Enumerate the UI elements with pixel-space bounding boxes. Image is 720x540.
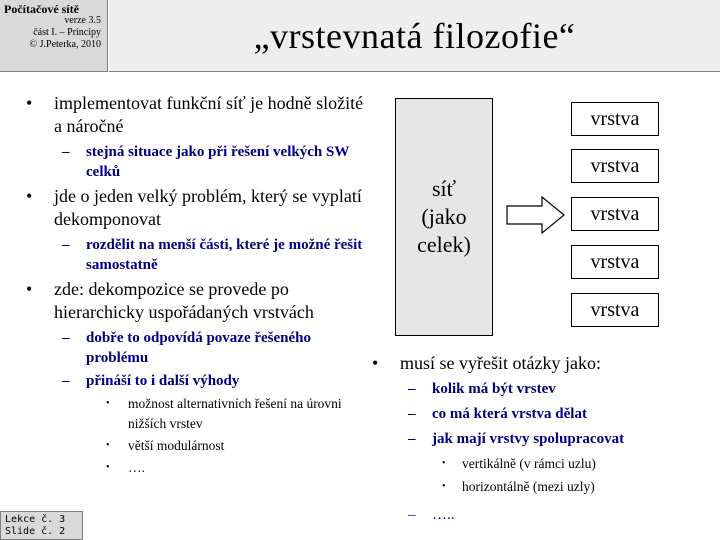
sub-bullet-item	[372, 504, 717, 526]
right-bullet-list	[372, 352, 717, 529]
bullet-text: zde: dekompozice se provede po hierarchicky uspořádaných vrstvách	[54, 279, 314, 322]
bullet-mark: •	[26, 186, 33, 206]
network-whole-box	[395, 98, 493, 336]
bullet-mark: •	[26, 93, 33, 113]
layer-box: vrstva	[571, 149, 659, 183]
course-name: Počítačové sítě	[4, 2, 79, 16]
dash-mark: –	[62, 144, 70, 160]
sub-sub-bullet-item	[26, 394, 371, 434]
dash-mark: –	[62, 237, 70, 253]
sub-bullet-item	[372, 428, 717, 450]
layer-box: vrstva	[571, 102, 659, 136]
sub-sub-bullet-text: ….	[128, 460, 145, 475]
bullet-text: jde o jeden velký problém, který se vyplatí dekomponovat	[54, 186, 362, 229]
sub-sub-bullet-item	[26, 458, 371, 478]
version-text: verze 3.5	[64, 15, 101, 26]
sub-bullet-text: rozdělit na menší části, které je možné řešit samostatně	[86, 237, 363, 273]
bullet-mark: •	[372, 353, 379, 373]
net-label-line: celek)	[417, 232, 471, 257]
sub-bullet-text: …..	[432, 507, 455, 523]
bullet-text: musí se vyřešit otázky jako:	[400, 353, 601, 373]
sub-sub-bullet-item	[372, 453, 717, 475]
bullet-item	[26, 185, 371, 231]
course-info-box	[0, 0, 108, 72]
dash-mark: –	[62, 373, 70, 389]
layer-box: vrstva	[571, 245, 659, 279]
left-bullet-list	[26, 92, 371, 480]
sub-bullet-text: dobře to odpovídá povaze řešeného problému	[86, 330, 311, 366]
sub-sub-bullet-text: vertikálně (v rámci uzlu)	[462, 456, 596, 471]
sub-bullet-text: jak mají vrstvy spolupracovat	[432, 431, 625, 447]
layer-box: vrstva	[571, 197, 659, 231]
bullet-item	[26, 278, 371, 324]
bullet-text: implementovat funkční síť je hodně složité a náročné	[54, 93, 364, 136]
bullet-item	[372, 352, 717, 374]
small-bullet-mark: •	[106, 462, 110, 473]
sub-sub-bullet-text: možnost alternativních řešení na úrovni nižších vrstev	[128, 396, 342, 431]
sub-bullet-item	[26, 328, 371, 368]
sub-bullet-item	[26, 371, 371, 391]
net-label-line: síť	[431, 176, 457, 201]
dash-mark: –	[62, 330, 70, 346]
bullet-item	[26, 92, 371, 138]
slide-title: „vrstevnatá filozofie“	[253, 15, 576, 56]
sub-bullet-text: co má která vrstva dělat	[432, 406, 587, 422]
part-text: část I. – Principy	[33, 27, 101, 38]
net-label-line: (jako	[421, 204, 467, 229]
small-bullet-mark: •	[106, 440, 110, 451]
bullet-mark: •	[26, 279, 33, 299]
lecture-number: Lekce č. 3	[5, 514, 66, 525]
small-bullet-mark: •	[106, 398, 110, 409]
sub-bullet-text: přináší to i další výhody	[86, 373, 240, 389]
sub-bullet-item	[26, 235, 371, 275]
slide-number: Slide č. 2	[5, 526, 66, 537]
sub-sub-bullet-item	[26, 436, 371, 456]
dash-mark: –	[408, 507, 416, 523]
author-text: © J.Peterka, 2010	[29, 39, 101, 50]
dash-mark: –	[408, 431, 416, 447]
sub-bullet-item	[372, 378, 717, 400]
slide-info-box	[0, 511, 83, 540]
sub-bullet-item	[372, 403, 717, 425]
title-bar	[109, 0, 720, 72]
sub-sub-bullet-text: horizontálně (mezi uzly)	[462, 479, 595, 494]
dash-mark: –	[408, 381, 416, 397]
small-bullet-mark: •	[442, 458, 446, 469]
sub-bullet-text: stejná situace jako při řešení velkých SW celků	[86, 144, 350, 180]
sub-sub-bullet-text: větší modulárnost	[128, 438, 225, 453]
sub-bullet-text: kolik má být vrstev	[432, 381, 556, 397]
small-bullet-mark: •	[442, 481, 446, 492]
sub-sub-bullet-item	[372, 476, 717, 498]
right-arrow-icon	[506, 195, 566, 235]
layer-box: vrstva	[571, 293, 659, 327]
dash-mark: –	[408, 406, 416, 422]
sub-bullet-item	[26, 142, 371, 182]
